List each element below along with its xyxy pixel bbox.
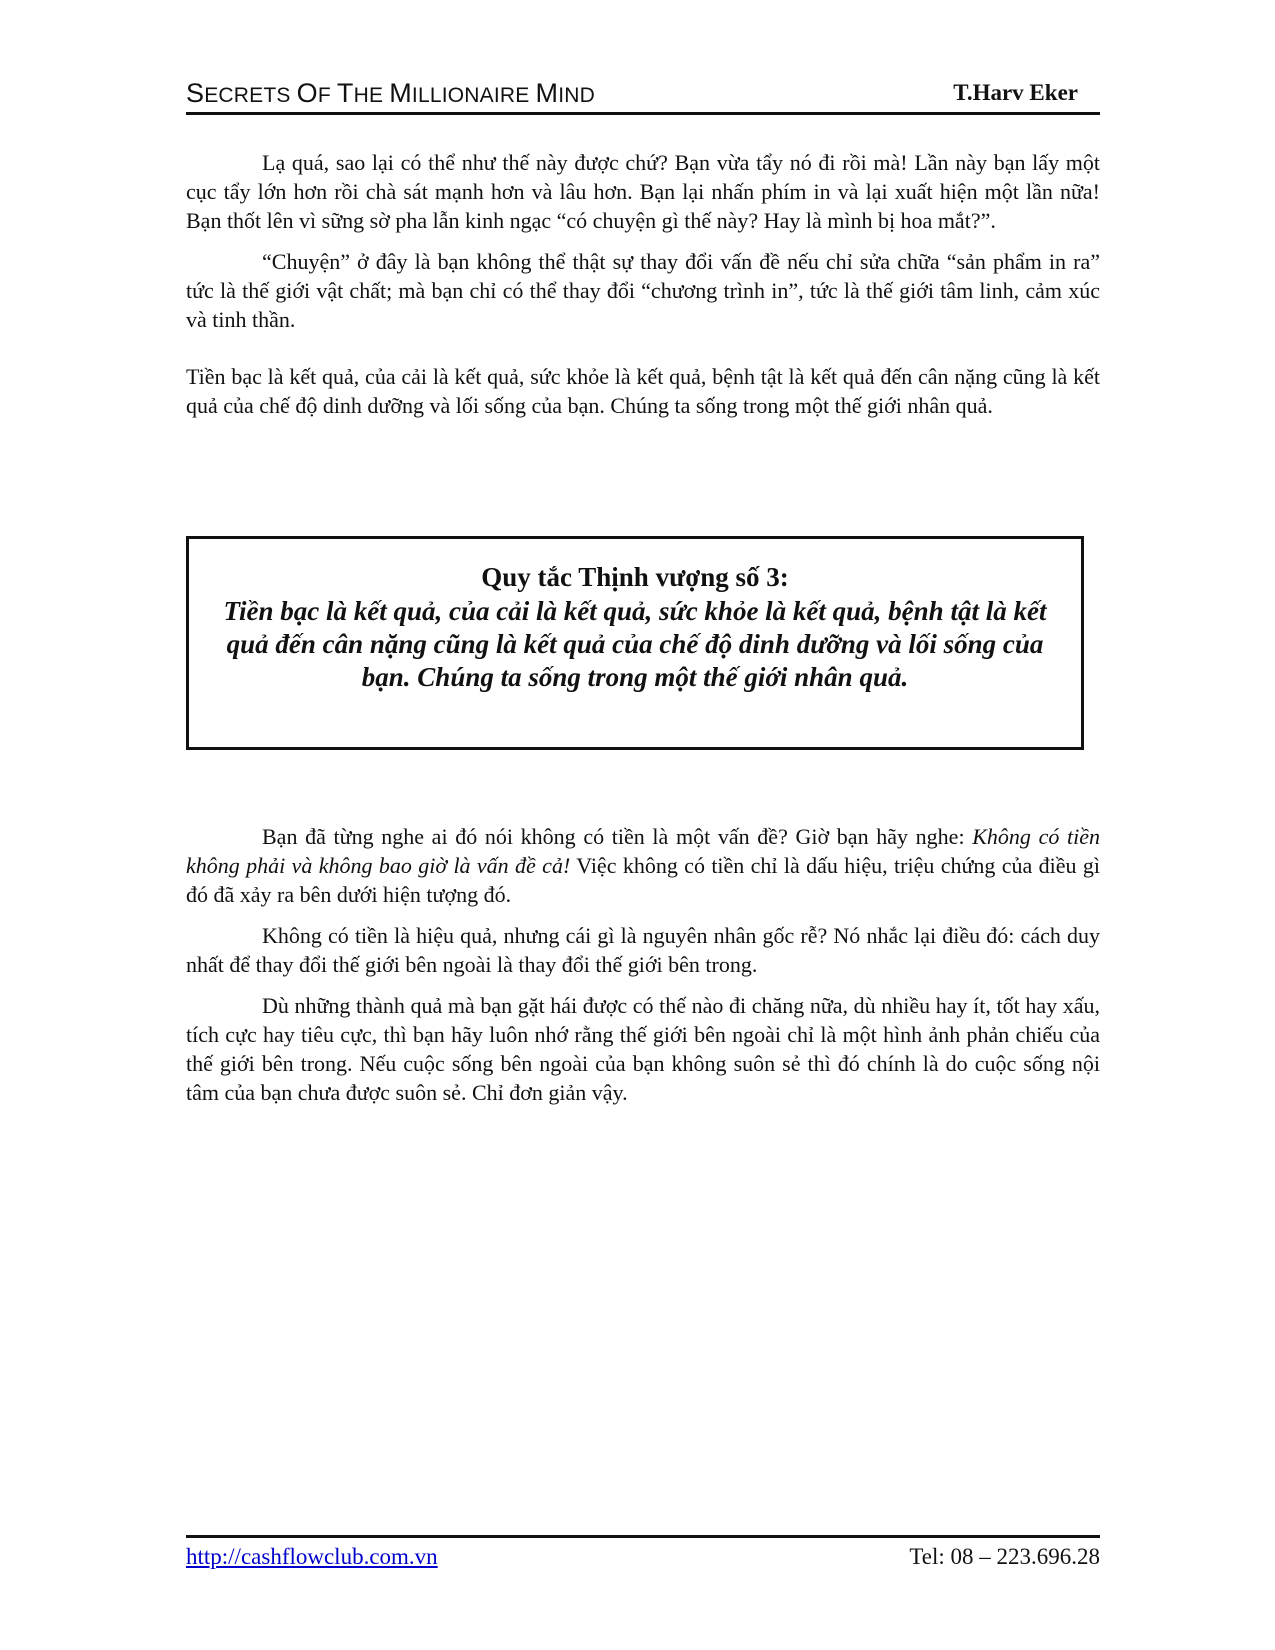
paragraph: Lạ quá, sao lại có thể như thế này được chứ? Bạn vừa tẩy nó đi rồi mà! Lần này bạn lấy một cục tẩy lớn hơn rồi chà sát mạnh hơn và lâu hơn. Bạn lại nhấn phím in và lại xuất hiện một lần nữa! Bạn thốt lên vì sững sờ pha lẫn kinh ngạc “có chuyện gì thế này? Hay là mình bị hoa mắt?”.	[186, 150, 1100, 233]
website-link[interactable]: http://cashflowclub.com.vn	[186, 1544, 438, 1569]
phone-number: Tel: 08 – 223.696.28	[909, 1544, 1100, 1569]
paragraph-text: Việc không có tiền chỉ là dấu hiệu, triệu chứng của điều gì đó đã xảy ra bên dưới hiện tượng đó.	[186, 853, 1101, 907]
author-name: T.Harv Eker	[953, 80, 1078, 105]
title-initial: T	[336, 78, 354, 108]
title-initial: M	[389, 78, 412, 108]
body-top	[186, 148, 1100, 420]
rule-text: Tiền bạc là kết quả, của cải là kết quả, sức khỏe là kết quả, bệnh tật là kết quả đến cân nặng cũng là kết quả của chế độ dinh dưỡng và lối sống của bạn. Chúng ta sống trong một thế giới nhân quả.	[223, 596, 1047, 692]
rule-title: Quy tắc Thịnh vượng số 3:	[481, 562, 789, 592]
paragraph-text: Bạn đã từng nghe ai đó nói không có tiền là một vấn đề? Giờ bạn hãy nghe:	[262, 824, 973, 849]
title-rest: ECRETS	[204, 84, 297, 107]
paragraph	[186, 822, 1100, 909]
paragraph: Tiền bạc là kết quả, của cải là kết quả, sức khỏe là kết quả, bệnh tật là kết quả đến cân nặng cũng là kết quả của chế độ dinh dưỡng và lối sống của bạn. Chúng ta sống trong một thế giới nhân quả.	[186, 364, 1100, 418]
paragraph: Dù những thành quả mà bạn gặt hái được có thế nào đi chăng nữa, dù nhiều hay ít, tốt hay xấu, tích cực hay tiêu cực, thì bạn hãy luôn nhớ rằng thế giới bên ngoài chỉ là một hình ảnh phản chiếu của thế giới bên trong. Nếu cuộc sống bên ngoài của bạn không suôn sẻ thì đó chính là do cuộc sống nội tâm của bạn chưa được suôn sẻ. Chỉ đơn giản vậy.	[186, 993, 1100, 1105]
rule-callout-box	[186, 536, 1084, 750]
paragraph: Không có tiền là hiệu quả, nhưng cái gì là nguyên nhân gốc rễ? Nó nhắc lại điều đó: cách duy nhất để thay đổi thế giới bên ngoài là thay đổi thế giới bên trong.	[186, 923, 1100, 977]
title-initial: S	[186, 78, 205, 108]
title-initial: M	[535, 78, 559, 108]
page-footer	[186, 1535, 1100, 1578]
title-rest: IND	[558, 84, 595, 107]
body-bottom	[186, 822, 1100, 1107]
paragraph: “Chuyện” ở đây là bạn không thể thật sự thay đổi vấn đề nếu chỉ sửa chữa “sản phẩm in ra” tức là thế giới vật chất; mà bạn chỉ có thể thay đổi “chương trình in”, tức là thế giới tâm linh, cảm xúc và tinh thần.	[186, 249, 1100, 332]
paragraph-emphasis: Không có tiền không phải và không bao giờ là vấn đề cả!	[186, 824, 1100, 878]
title-rest: F	[317, 84, 337, 107]
title-rest: ILLIONAIRE	[411, 84, 536, 107]
title-initial: O	[296, 78, 318, 108]
book-title	[186, 78, 595, 109]
page-header	[186, 74, 1100, 115]
title-rest: HE	[353, 84, 390, 107]
